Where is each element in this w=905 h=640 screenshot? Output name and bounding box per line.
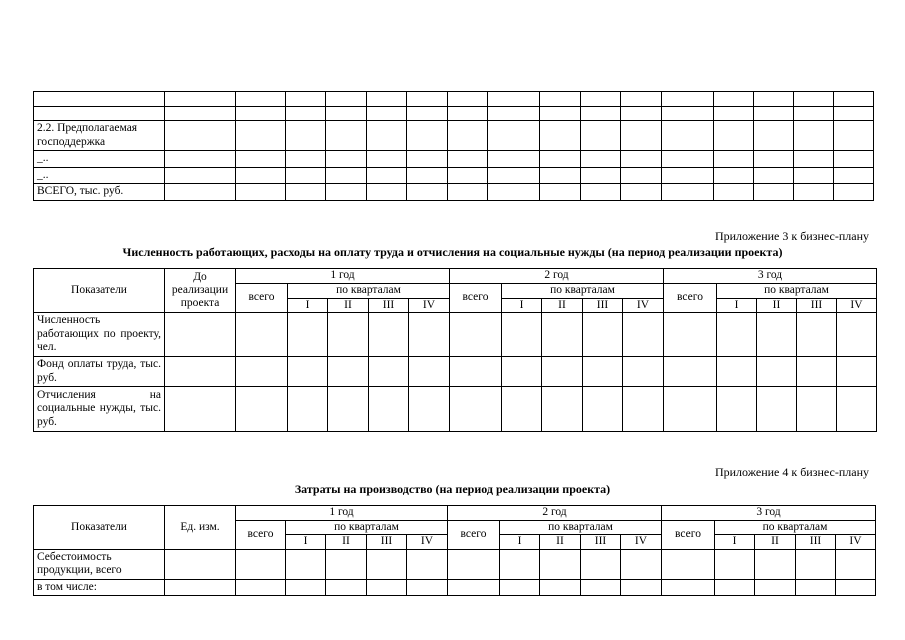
header-quarter: I: [288, 298, 328, 313]
table-cell: [407, 92, 448, 107]
table-cell: [236, 313, 288, 357]
table-cell: [623, 313, 664, 357]
table-cell: [715, 579, 755, 596]
table-cell: [367, 549, 407, 579]
table-cell: [367, 92, 407, 107]
table-cell: [583, 387, 623, 432]
table-cell: [794, 151, 834, 168]
header-quarter: III: [581, 535, 621, 550]
header-quarter: IV: [837, 298, 877, 313]
table-cell: [583, 313, 623, 357]
table-cell: [407, 151, 448, 168]
table-cell: [540, 167, 581, 184]
table-cell: [328, 387, 369, 432]
table-cell: [367, 184, 407, 201]
table-cell: [623, 357, 664, 387]
header-total: всего: [236, 520, 286, 549]
table-cell: [621, 92, 662, 107]
table-cell: [328, 313, 369, 357]
table-cell: [540, 121, 581, 151]
table-cell: [236, 167, 286, 184]
table-cell: [488, 121, 540, 151]
header-quarter: IV: [836, 535, 876, 550]
table-cell: [488, 107, 540, 121]
table-cell: [757, 357, 797, 387]
table-cell: [540, 579, 581, 596]
header-year: 2 год: [448, 506, 662, 521]
table-cell: [407, 167, 448, 184]
table-cell: [714, 121, 754, 151]
table-cell: [583, 357, 623, 387]
table-cell: [664, 357, 717, 387]
table-cell: [717, 357, 757, 387]
table-cell: [236, 579, 286, 596]
header-quarter: II: [540, 535, 581, 550]
table-row: [34, 92, 874, 107]
header-quarter: III: [796, 535, 836, 550]
table-row: [34, 107, 874, 121]
table-cell: [448, 579, 500, 596]
table-row: [34, 387, 877, 432]
table-cell: [326, 579, 367, 596]
table-cell: [488, 151, 540, 168]
table-cell: [409, 357, 450, 387]
table-cell: [797, 387, 837, 432]
table-cell: [286, 121, 326, 151]
table-cell: [286, 167, 326, 184]
table-cell: [236, 121, 286, 151]
table-cell: [754, 184, 794, 201]
table-cell: [502, 387, 542, 432]
row-label: Численность работающих по проекту, чел.: [34, 313, 165, 357]
table-cell: [326, 121, 367, 151]
table-cell: [664, 313, 717, 357]
table-cell: [407, 121, 448, 151]
table-cell: [836, 579, 876, 596]
table-cell: [165, 387, 236, 432]
header-quarter: I: [717, 298, 757, 313]
table-cell: [754, 92, 794, 107]
header-quarter: IV: [623, 298, 664, 313]
table-cell: [757, 313, 797, 357]
table-cell: [581, 579, 621, 596]
row-label: _..: [34, 167, 165, 184]
header-quarter: III: [797, 298, 837, 313]
table-cell: [540, 184, 581, 201]
header-by-quarters: по кварталам: [500, 520, 662, 535]
row-label: 2.2. Предполагаемая господдержка: [34, 121, 165, 151]
table-cell: [837, 313, 877, 357]
table-cell: [326, 549, 367, 579]
table-cell: [717, 313, 757, 357]
table-cell: [165, 579, 236, 596]
table-cell: [450, 357, 502, 387]
table-row: [34, 579, 876, 596]
table-cell: [540, 151, 581, 168]
header-quarter: I: [502, 298, 542, 313]
table-cell: [367, 107, 407, 121]
appendix4-title: Затраты на производство (на период реализации проекта): [294, 482, 611, 496]
table-cell: [714, 151, 754, 168]
table-cell: [326, 92, 367, 107]
table-cell: [286, 549, 326, 579]
table-cell: [834, 121, 874, 151]
table-cell: [367, 151, 407, 168]
table-cell: [581, 92, 621, 107]
table-cell: [326, 107, 367, 121]
table-cell: [754, 151, 794, 168]
appendix4-caption: Приложение 4 к бизнес-плану: [714, 465, 869, 479]
row-label: в том числе:: [34, 579, 165, 596]
table-cell: [834, 167, 874, 184]
table-cell: [407, 184, 448, 201]
table-cell: [581, 107, 621, 121]
table-cell: [286, 107, 326, 121]
header-quarter: I: [286, 535, 326, 550]
table-cell: [715, 549, 755, 579]
table-cell: [502, 357, 542, 387]
header-quarter: II: [328, 298, 369, 313]
header-total: всего: [448, 520, 500, 549]
table-cell: [662, 151, 714, 168]
table-cell: [621, 151, 662, 168]
table-cell: [236, 107, 286, 121]
table-cell: [165, 313, 236, 357]
table-cell: [834, 92, 874, 107]
table-cell: [662, 107, 714, 121]
table-cell: [757, 387, 797, 432]
table-cell: [621, 167, 662, 184]
table-cell: [581, 151, 621, 168]
header-by-quarters: по кварталам: [288, 284, 450, 299]
header-quarter: I: [500, 535, 540, 550]
header-indicators: Показатели: [34, 506, 165, 550]
header-by-quarters: по кварталам: [502, 284, 664, 299]
table-cell: [236, 549, 286, 579]
table-cell: [837, 387, 877, 432]
table-cell: [488, 92, 540, 107]
table-cell: [448, 549, 500, 579]
header-total: всего: [662, 520, 715, 549]
table-cell: [286, 184, 326, 201]
table-cell: [488, 167, 540, 184]
header-total: всего: [664, 284, 717, 313]
header-year: 2 год: [450, 269, 664, 284]
table-cell: [714, 107, 754, 121]
table-cell: [165, 167, 236, 184]
header-total: всего: [450, 284, 502, 313]
table-cell: [500, 549, 540, 579]
table-cell: [448, 121, 488, 151]
table-cell: [621, 549, 662, 579]
row-label: Отчисления на социальные нужды, тыс. руб.: [34, 387, 165, 432]
table-cell: [448, 151, 488, 168]
header-quarter: III: [367, 535, 407, 550]
table-cell: [794, 121, 834, 151]
table-cell: [488, 184, 540, 201]
header-quarter: III: [583, 298, 623, 313]
table-row: [34, 184, 874, 201]
table-cell: [407, 579, 448, 596]
table-cell: [540, 549, 581, 579]
table-cell: [717, 387, 757, 432]
header-quarter: II: [757, 298, 797, 313]
table-cell: [369, 387, 409, 432]
table-row: [34, 167, 874, 184]
table-row: [34, 151, 874, 168]
table-cell: [450, 313, 502, 357]
table-cell: [714, 167, 754, 184]
table-row: [34, 549, 876, 579]
table-cell: [165, 92, 236, 107]
row-label: [34, 107, 165, 121]
table-cell: [581, 167, 621, 184]
table-cell: [540, 92, 581, 107]
table-cell: [236, 184, 286, 201]
table-cell: [288, 387, 328, 432]
table-cell: [794, 92, 834, 107]
header-quarter: I: [715, 535, 755, 550]
table-cell: [581, 184, 621, 201]
table-cell: [286, 92, 326, 107]
table-cell: [581, 121, 621, 151]
appendix3-title: Численность работающих, расходы на оплату труда и отчисления на социальные нужды (на период реализации проекта): [122, 245, 783, 259]
table-cell: [165, 151, 236, 168]
header-total: всего: [236, 284, 288, 313]
table-cell: [794, 107, 834, 121]
table-cell: [542, 357, 583, 387]
table-cell: [236, 92, 286, 107]
header-by-quarters: по кварталам: [717, 284, 877, 299]
header-quarter: IV: [409, 298, 450, 313]
table-cell: [407, 549, 448, 579]
table-cell: [165, 549, 236, 579]
table-cell: [326, 151, 367, 168]
table-cell: [369, 357, 409, 387]
table-cell: [409, 387, 450, 432]
table-cell: [165, 357, 236, 387]
table-cell: [236, 357, 288, 387]
table-cell: [834, 107, 874, 121]
table-cell: [662, 121, 714, 151]
header-year: 1 год: [236, 506, 448, 521]
header-before-project: До реализации проекта: [165, 269, 236, 313]
continuation-table: [33, 91, 874, 201]
table-cell: [448, 92, 488, 107]
table-cell: [662, 184, 714, 201]
table-cell: [662, 92, 714, 107]
table-cell: [794, 184, 834, 201]
row-label: ВСЕГО, тыс. руб.: [34, 184, 165, 201]
table-cell: [540, 107, 581, 121]
table-cell: [367, 579, 407, 596]
staff-table: [33, 268, 877, 432]
table-cell: [797, 313, 837, 357]
table-cell: [288, 357, 328, 387]
table-cell: [448, 167, 488, 184]
table-row: [34, 313, 877, 357]
table-cell: [367, 167, 407, 184]
table-cell: [623, 387, 664, 432]
table-cell: [367, 121, 407, 151]
row-label: _..: [34, 151, 165, 168]
header-year: 3 год: [664, 269, 877, 284]
table-cell: [621, 184, 662, 201]
table-cell: [409, 313, 450, 357]
table-cell: [837, 357, 877, 387]
header-by-quarters: по кварталам: [715, 520, 876, 535]
table-row: [34, 357, 877, 387]
header-quarter: II: [542, 298, 583, 313]
table-cell: [621, 107, 662, 121]
table-cell: [794, 167, 834, 184]
row-label: [34, 92, 165, 107]
table-cell: [326, 167, 367, 184]
table-cell: [714, 92, 754, 107]
table-cell: [165, 184, 236, 201]
header-quarter: III: [369, 298, 409, 313]
header-quarter: II: [326, 535, 367, 550]
header-quarter: II: [755, 535, 796, 550]
table-cell: [288, 313, 328, 357]
row-label: Фонд оплаты труда, тыс. руб.: [34, 357, 165, 387]
header-year: 1 год: [236, 269, 450, 284]
table-cell: [369, 313, 409, 357]
table-cell: [286, 579, 326, 596]
table-cell: [448, 184, 488, 201]
table-cell: [755, 549, 796, 579]
row-label: Себестоимость продукции, всего: [34, 549, 165, 579]
header-year: 3 год: [662, 506, 876, 521]
table-cell: [796, 549, 836, 579]
table-cell: [621, 121, 662, 151]
table-cell: [664, 387, 717, 432]
appendix3-caption: Приложение 3 к бизнес-плану: [714, 229, 869, 243]
table-cell: [754, 107, 794, 121]
header-by-quarters: по кварталам: [286, 520, 448, 535]
table-cell: [662, 579, 715, 596]
table-cell: [502, 313, 542, 357]
table-cell: [165, 121, 236, 151]
table-cell: [754, 167, 794, 184]
table-cell: [581, 549, 621, 579]
table-cell: [236, 151, 286, 168]
table-cell: [542, 313, 583, 357]
table-cell: [796, 579, 836, 596]
table-cell: [542, 387, 583, 432]
table-cell: [500, 579, 540, 596]
table-cell: [662, 549, 715, 579]
table-cell: [407, 107, 448, 121]
table-cell: [286, 151, 326, 168]
table-cell: [448, 107, 488, 121]
table-cell: [797, 357, 837, 387]
costs-table: [33, 505, 876, 596]
table-cell: [755, 579, 796, 596]
table-cell: [328, 357, 369, 387]
table-cell: [754, 121, 794, 151]
table-cell: [836, 549, 876, 579]
header-quarter: IV: [407, 535, 448, 550]
table-cell: [714, 184, 754, 201]
header-indicators: Показатели: [34, 269, 165, 313]
table-cell: [834, 151, 874, 168]
table-cell: [236, 387, 288, 432]
table-row: [34, 121, 874, 151]
table-cell: [326, 184, 367, 201]
header-quarter: IV: [621, 535, 662, 550]
table-cell: [621, 579, 662, 596]
table-cell: [450, 387, 502, 432]
table-cell: [165, 107, 236, 121]
header-unit: Ед. изм.: [165, 506, 236, 550]
table-cell: [662, 167, 714, 184]
table-cell: [834, 184, 874, 201]
